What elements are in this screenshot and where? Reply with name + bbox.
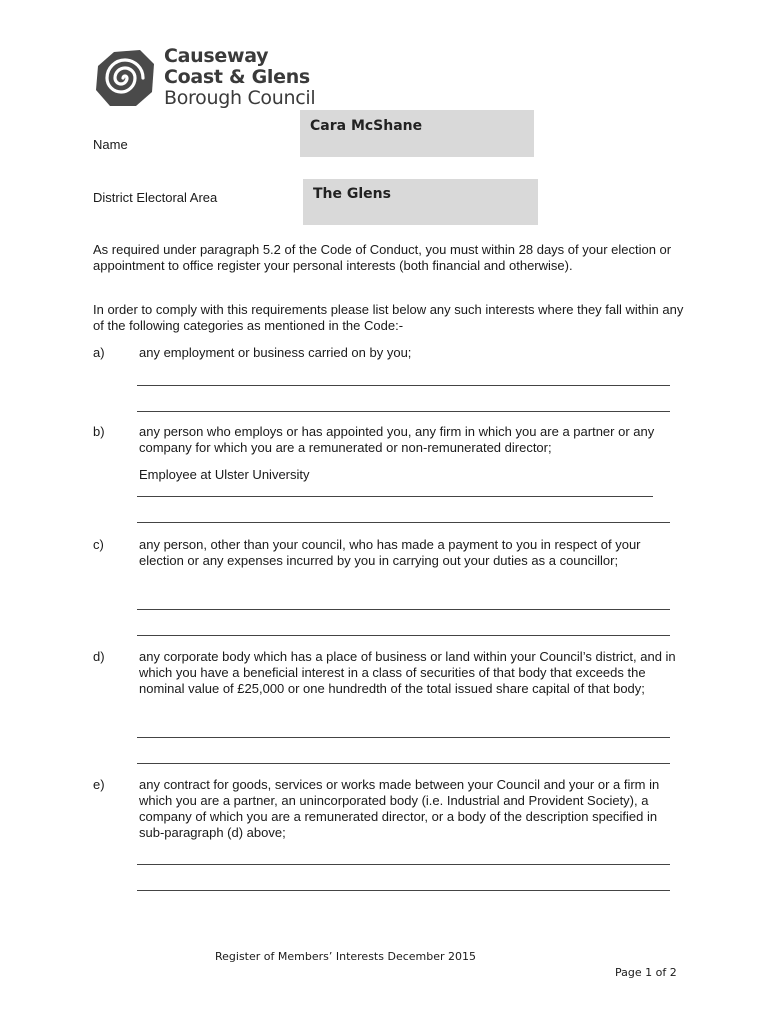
answer-line	[137, 635, 670, 637]
answer-line	[137, 385, 670, 387]
item-c-text: any person, other than your council, who has made a payment to you in respect of your election or any expenses incurred by you in carrying out your duties as a councillor;	[139, 537, 641, 568]
item-e-text: any contract for goods, services or works made between your Council and your or a firm in which you are a partner, an unincorporated body (i.e. Industrial and Provident Society), a company of which you are a remunerated director, or a body of the description specified in sub-paragraph (d) above;	[139, 777, 660, 840]
logo-line-1: Causeway	[164, 45, 269, 67]
item-a-text: any employment or business carried on by you;	[139, 345, 412, 360]
item-b-answer: Employee at Ulster University	[139, 467, 310, 482]
intro-paragraph-2: In order to comply with this requirements please list below any such interests where they fall within any of the following categories as mentioned in the Code:-	[93, 302, 684, 333]
area-value-field: The Glens	[303, 179, 538, 225]
item-c-letter: c)	[93, 537, 104, 552]
answer-line	[137, 864, 670, 866]
answer-line	[137, 763, 670, 765]
answer-line	[137, 737, 670, 739]
answer-line	[137, 411, 670, 413]
council-logo	[92, 46, 322, 112]
answer-line	[137, 609, 670, 611]
item-d-text: any corporate body which has a place of business or land within your Council’s district, and in which you have a beneficial interest in a class of securities of that body that exceeds the nominal value of £25,000 or one hundredth of the total issued share capital of that body;	[139, 649, 676, 696]
answer-line	[137, 522, 670, 524]
answer-line	[137, 890, 670, 892]
area-label: District Electoral Area	[93, 190, 218, 205]
item-a-letter: a)	[93, 345, 105, 360]
logo-line-2: Coast & Glens	[164, 66, 310, 88]
item-e-letter: e)	[93, 777, 105, 792]
name-value-field: Cara McShane	[300, 110, 534, 157]
answer-line	[137, 496, 653, 498]
spiral-logo-icon	[92, 48, 158, 108]
name-label: Name	[93, 137, 128, 152]
item-b-letter: b)	[93, 424, 105, 439]
page-number: Page 1 of 2	[615, 966, 677, 979]
logo-wordmark	[164, 46, 315, 109]
logo-line-3: Borough Council	[164, 87, 316, 109]
footer-title: Register of Members’ Interests December 2015	[215, 950, 477, 963]
item-d-letter: d)	[93, 649, 105, 664]
intro-paragraph-1: As required under paragraph 5.2 of the Code of Conduct, you must within 28 days of your election or appointment to office register your personal interests (both financial and otherwise).	[93, 242, 672, 273]
item-b-text: any person who employs or has appointed you, any firm in which you are a partner or any company for which you are a remunerated or non-remunerated director;	[139, 424, 655, 455]
